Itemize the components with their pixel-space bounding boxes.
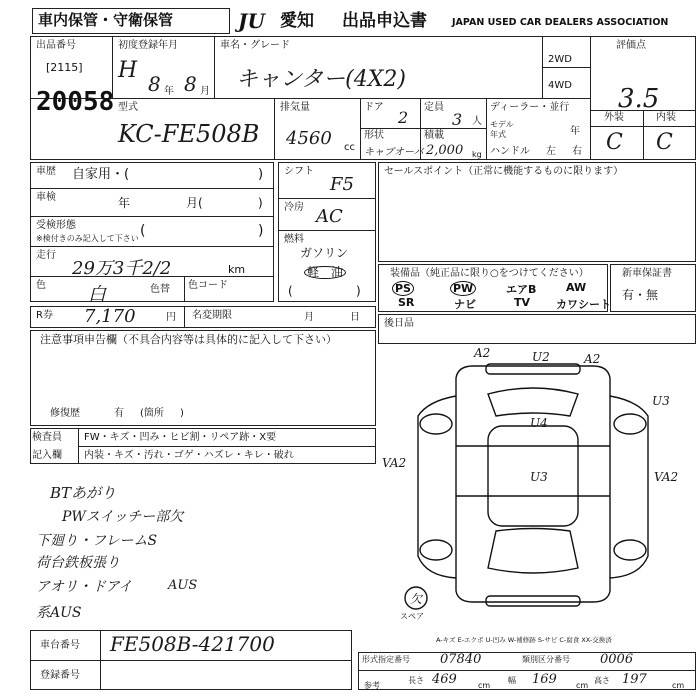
fuel-close: ) — [356, 284, 361, 298]
length-unit: cm — [478, 681, 491, 690]
damage-mark: A2 — [584, 352, 601, 366]
first-reg-label: 初度登録年月 — [118, 40, 178, 51]
shape-label: 形状 — [364, 130, 384, 141]
displacement-label: 排気量 — [280, 102, 310, 113]
name-change-month: 月 — [304, 312, 314, 323]
fuel-diesel: 軽 油 — [304, 266, 346, 279]
damage-mark: U4 — [530, 416, 548, 430]
equip-pw: PW — [450, 281, 476, 296]
damage-mark: U3 — [652, 394, 670, 408]
inspection-close: ) — [258, 196, 263, 210]
drive-2wd: 2WD — [548, 54, 572, 65]
inspection-label: 車検 — [36, 192, 56, 203]
width-label: 幅 — [508, 676, 516, 685]
note-line: 下廻り・フレームS — [36, 533, 158, 549]
inspection-month: 月( — [186, 196, 203, 210]
recycle-value: 7,170 — [84, 306, 136, 327]
interior-label: 内装 — [656, 112, 676, 123]
fuel-label: 燃料 — [284, 234, 304, 245]
warranty-label: 新車保証書 — [622, 268, 672, 279]
equip-tv: TV — [514, 296, 531, 309]
year-unit-label: 年 — [570, 126, 580, 137]
equip-ps: PS — [392, 281, 414, 296]
note-line: 荷台鉄板張り — [36, 555, 120, 571]
inspector-row1: FW・キズ・凹み・ヒビ割・リペア跡・X要 — [84, 432, 277, 443]
ju-logo: JU — [238, 9, 265, 33]
capacity-value: 3 — [452, 110, 463, 129]
model-value: KC-FE508B — [118, 120, 260, 148]
capacity-unit: 人 — [472, 116, 482, 127]
recycle-unit: 円 — [166, 312, 176, 323]
car-name-value: キャンター(4X2) — [236, 67, 406, 92]
doors-label: ドア — [364, 102, 384, 113]
shape-value: キャブオーバ — [364, 147, 424, 158]
inspector-label: 検査員 — [32, 432, 62, 443]
month-unit: 月 — [200, 86, 210, 97]
repair-end: ) — [180, 408, 184, 419]
receipt-close: ) — [258, 223, 264, 239]
damage-mark: U3 — [530, 470, 548, 484]
color-value: 白 — [88, 284, 106, 305]
equip-navi: ナビ — [454, 298, 476, 311]
damage-mark: VA2 — [382, 456, 407, 470]
exterior-label: 外装 — [604, 112, 624, 123]
note-line: 系AUS — [36, 605, 82, 621]
repair-label: 修復歴 — [50, 408, 80, 419]
equip-leather: カワシート — [556, 298, 611, 311]
damage-diagram — [378, 346, 696, 622]
spare-value: 欠 — [410, 592, 423, 606]
shift-label: シフト — [284, 166, 314, 177]
load-label: 積載 — [424, 130, 444, 141]
wheel-rl — [420, 540, 452, 560]
color-change-label: 色替 — [150, 284, 170, 295]
lot-number: 20058 — [36, 87, 115, 117]
receipt-open: ( — [140, 223, 146, 239]
history-value: 自家用・( — [72, 167, 130, 182]
ac-value: AC — [316, 206, 343, 227]
equip-airbag: エアB — [506, 283, 537, 296]
history-close: ) — [258, 167, 264, 182]
exterior-grade: C — [606, 130, 623, 155]
receipt-label: 受検形態 — [36, 220, 76, 231]
note-line: BTあがり — [50, 484, 117, 502]
load-unit: kg — [472, 150, 482, 159]
category-value: 0006 — [600, 652, 634, 667]
recycle-label: R券 — [36, 310, 53, 321]
width-unit: cm — [576, 681, 589, 690]
equip-sr: SR — [398, 296, 415, 309]
note-line: アオリ・ドアイ — [36, 579, 133, 595]
dealer-label: ディーラー・並行 — [490, 102, 570, 113]
color-code-label: 色コード — [188, 280, 228, 291]
entry-row2: 内装・キズ・汚れ・ゴゲ・ハズレ・キレ・破れ — [84, 450, 294, 461]
category-label: 類別区分番号 — [522, 655, 570, 664]
sales-point-box — [378, 162, 696, 262]
load-value: 2,000 — [426, 143, 464, 158]
height-value: 197 — [622, 672, 647, 687]
color-label: 色 — [36, 280, 46, 291]
storage-label: 車内保管・守衛保管 — [38, 11, 174, 29]
damage-mark: VA2 — [654, 470, 679, 484]
handle-left: 左 — [546, 146, 556, 157]
fuel-gas: ガソリン — [300, 246, 349, 260]
shift-table — [278, 162, 376, 302]
equip-aw: AW — [566, 281, 587, 294]
name-change-day: 日 — [350, 312, 360, 323]
shift-value: F5 — [330, 174, 354, 195]
reference-label: 参考 — [364, 681, 380, 690]
org-name: 愛知 — [280, 11, 314, 31]
damage-legend: A-キズ E-エクボ U-凹み W-補修跡 S-サビ C-腐食 XX-交換済 — [436, 636, 612, 644]
rear-bumper — [486, 596, 580, 606]
length-value: 469 — [432, 672, 457, 687]
handle-right: 右 — [572, 146, 582, 157]
mileage-value: 29万3千2/2 — [72, 258, 172, 279]
capacity-label: 定員 — [424, 102, 444, 113]
first-reg-month: 8 — [184, 72, 197, 96]
inspection-year: 年 — [118, 196, 131, 210]
height-unit: cm — [672, 681, 685, 690]
windshield — [488, 388, 578, 416]
rating-score: 3.5 — [618, 84, 660, 114]
type-label: 形式指定番号 — [362, 655, 410, 664]
warranty-value: 有・無 — [622, 288, 659, 302]
wheel-rr — [614, 540, 646, 560]
form-title-en: JAPAN USED CAR DEALERS ASSOCIATION — [452, 17, 669, 28]
drive-4wd: 4WD — [548, 80, 572, 91]
spare-label: スペア — [400, 612, 424, 621]
model-label: 型式 — [118, 102, 138, 113]
handle-label: ハンドル — [490, 146, 530, 157]
lot-label: 出品番号 — [36, 40, 76, 51]
equipment-label: 装備品（純正品に限り○をつけてください） — [390, 268, 589, 279]
plate-label: 登録番号 — [40, 670, 80, 681]
fuel-open: ( — [288, 284, 293, 298]
first-reg-year: 8 — [148, 72, 161, 96]
aftermarket-box — [378, 314, 696, 344]
mileage-label: 走行 — [36, 250, 56, 261]
car-name-label: 車名・グレード — [220, 40, 290, 51]
notes-label: 注意事項申告欄（不具合内容等は具体的に記入して下さい） — [40, 333, 337, 346]
year-unit: 年 — [164, 86, 174, 97]
aftermarket-label: 後日品 — [384, 318, 414, 329]
doors-value: 2 — [398, 108, 409, 127]
length-label: 長さ — [408, 676, 424, 685]
ac-label: 冷房 — [284, 202, 304, 213]
name-change-label: 名変期限 — [192, 310, 232, 321]
first-reg-era: H — [118, 58, 138, 83]
note-line: AUS — [168, 578, 198, 593]
interior-grade: C — [656, 130, 673, 155]
year-label: 年式 — [490, 130, 506, 139]
lot-small-code: [2115] — [46, 61, 83, 74]
displacement-value: 4560 — [286, 128, 332, 149]
model-year-label: モデル — [490, 120, 514, 129]
history-label: 車歴 — [36, 166, 56, 177]
rear-window — [488, 529, 578, 574]
type-value: 07840 — [440, 652, 482, 667]
mileage-unit: km — [228, 263, 246, 276]
receipt-note: ※検付きのみ記入して下さい — [36, 234, 139, 243]
entry-label: 記入欄 — [32, 450, 62, 461]
repair-value: 有 — [114, 408, 124, 419]
displacement-unit: cc — [344, 142, 355, 153]
form-title: 出品申込書 — [342, 11, 427, 31]
width-value: 169 — [532, 672, 557, 687]
chassis-label: 車台番号 — [40, 640, 80, 651]
wheel-fr — [614, 414, 646, 434]
car-outline — [418, 366, 648, 602]
height-label: 高さ — [594, 676, 610, 685]
damage-mark: A2 — [474, 346, 491, 360]
history-table — [30, 162, 274, 302]
chassis-value: FE508B-421700 — [110, 632, 275, 656]
note-line: PWスイッチー部欠 — [62, 509, 184, 525]
repair-location: (箇所 — [140, 408, 164, 419]
sales-point-label: セールスポイント（正常に機能するものに限ります） — [384, 166, 624, 177]
wheel-fl — [420, 414, 452, 434]
rating-label: 評価点 — [616, 40, 646, 51]
damage-mark: U2 — [532, 350, 550, 364]
